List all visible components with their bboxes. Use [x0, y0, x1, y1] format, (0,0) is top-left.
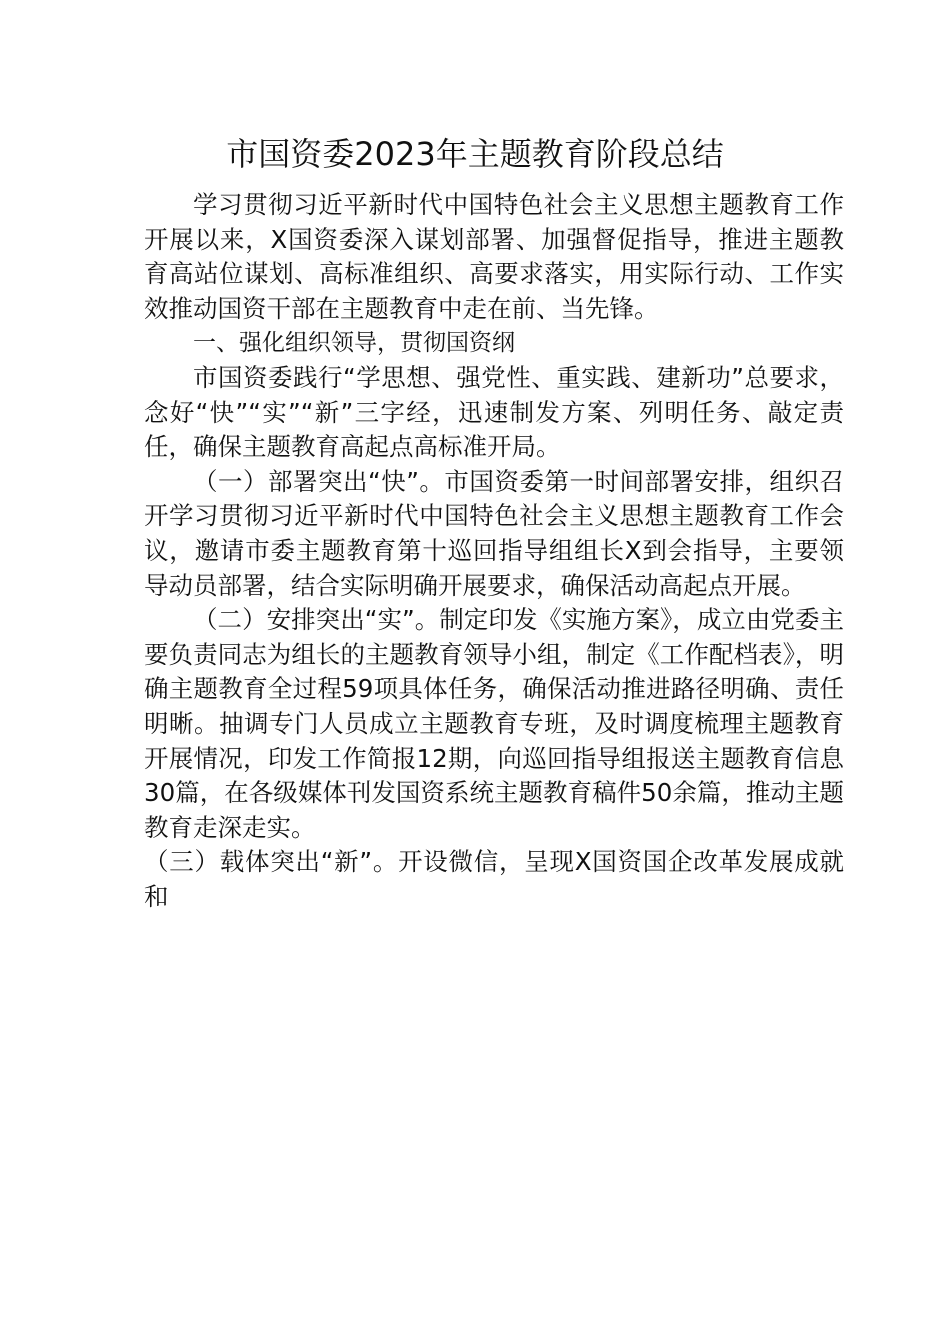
document-body [144, 188, 844, 914]
section-1-summary-paragraph: 市国资委践行“学思想、强党性、重实践、建新功”总要求，念好“快”“实”“新”三字经，迅速制发方案、列明任务、敲定责任，确保主题教育高起点高标准开局。 [144, 362, 844, 462]
item-3-paragraph: （三）载体突出“新”。开设微信，呈现X国资国企改革发展成就和 [144, 847, 844, 911]
intro-paragraph: 学习贯彻习近平新时代中国特色社会主义思想主题教育工作开展以来，X国资委深入谋划部署、加强督促指导，推进主题教育高站位谋划、高标准组织、高要求落实，用实际行动、工作实效推动国资干部在主题教育中走在前、当先锋。 [144, 190, 844, 323]
item-2-paragraph: （二）安排突出“实”。制定印发《实施方案》，成立由党委主要负责同志为组长的主题教育领导小组，制定《工作配档表》，明确主题教育全过程59项具体任务，确保活动推进路径明确、责任明晰。抽调专门人员成立主题教育专班，及时调度梳理主题教育开展情况，印发工作简报12期，向巡回指导组报送主题教育信息30篇，在各级媒体刊发国资系统主题教育稿件50余篇，推动主题教育走深走实。 [144, 605, 844, 842]
document-title: 市国资委2023年主题教育阶段总结 [226, 135, 724, 173]
item-1-paragraph: （一）部署突出“快”。市国资委第一时间部署安排，组织召开学习贯彻习近平新时代中国特色社会主义思想主题教育工作会议，邀请市委主题教育第十巡回指导组组长X到会指导，主要领导动员部署，结合实际明确开展要求，确保活动高起点开展。 [144, 466, 844, 600]
section-heading-1: 一、强化组织领导，贯彻国资纲 [193, 330, 515, 357]
